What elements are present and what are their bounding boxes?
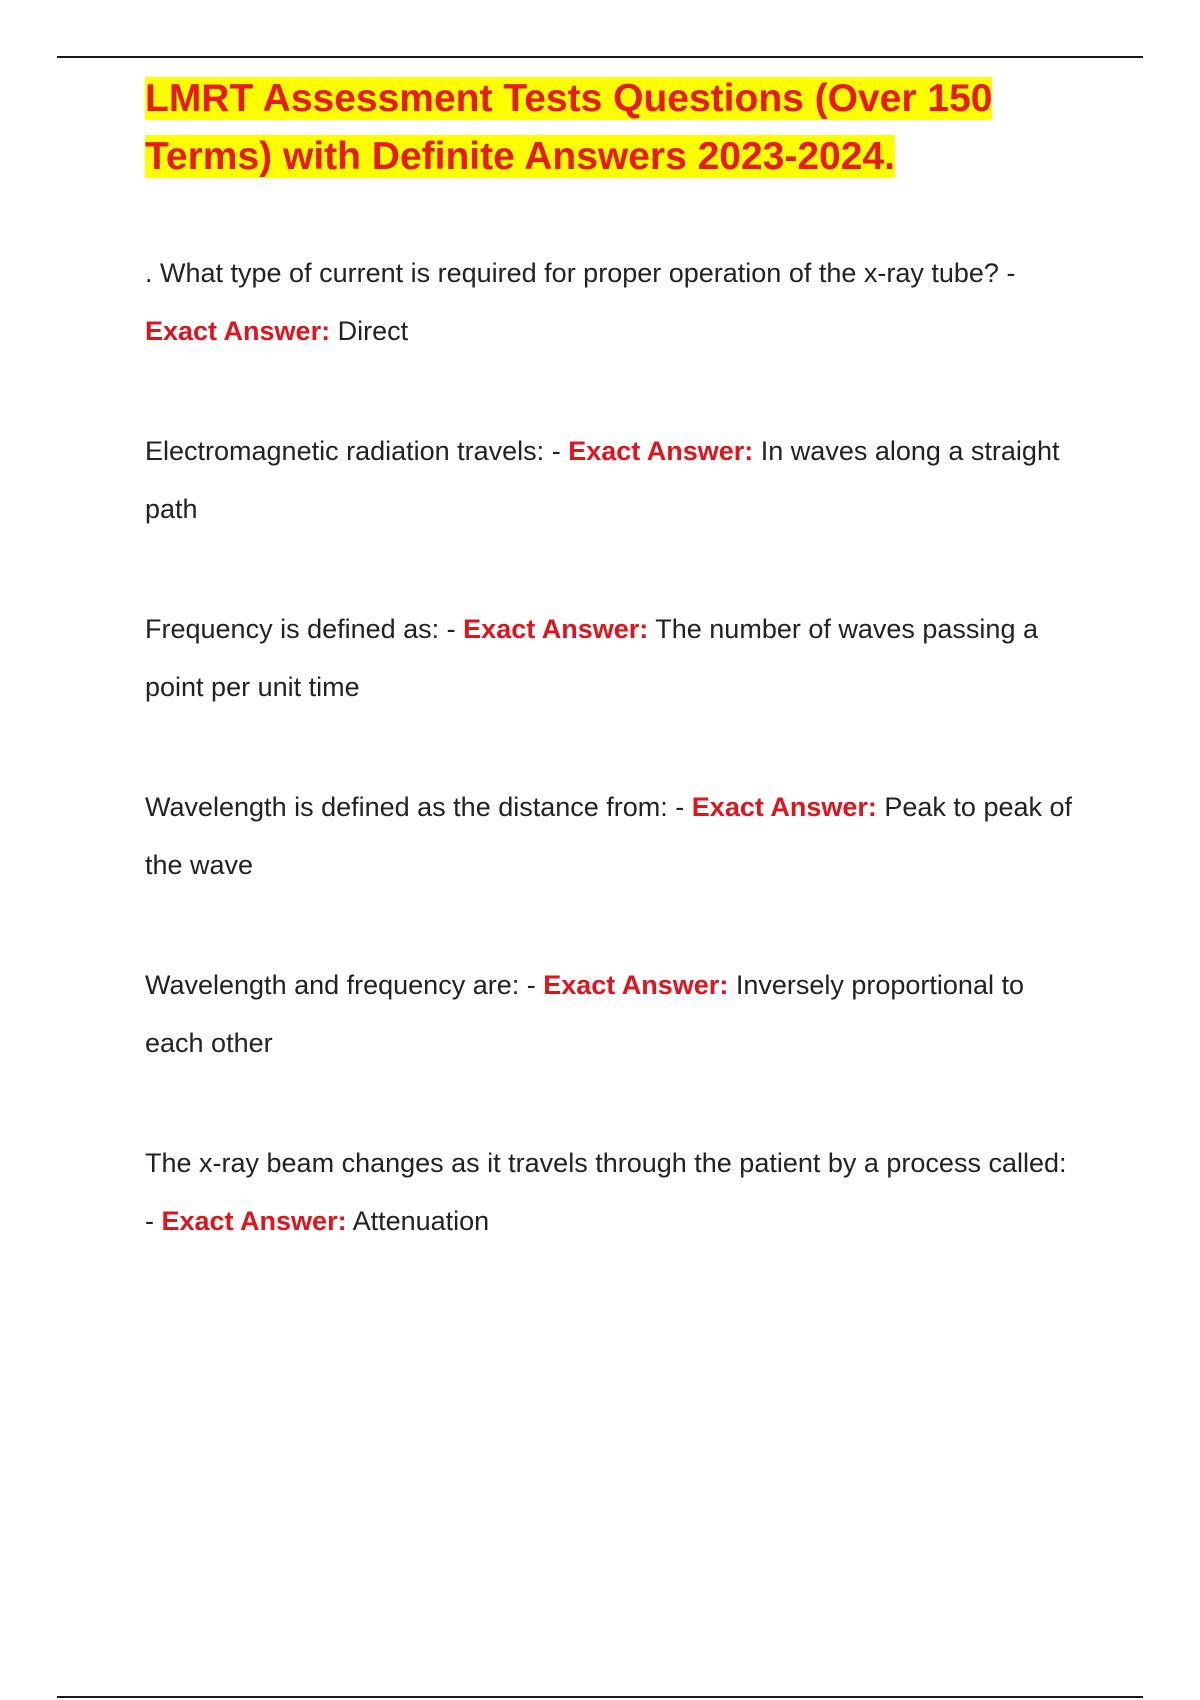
separator: - (519, 970, 544, 1000)
answer-text: Peak to peak of the wave (145, 792, 1073, 880)
answer-text: Attenuation (352, 1206, 490, 1236)
separator: - (667, 792, 692, 822)
answer-label: Exact Answer: (568, 436, 754, 466)
answer-label: Exact Answer: (543, 970, 729, 1000)
qa-item (145, 244, 1075, 360)
answer-text: In waves along a straight path (145, 436, 1060, 524)
answer-text: Direct (337, 316, 409, 346)
qa-item (145, 1134, 1075, 1250)
qa-item (145, 600, 1075, 716)
question-text: Electromagnetic radiation travels: (145, 436, 545, 466)
top-rule (57, 56, 1143, 58)
qa-item (145, 422, 1075, 538)
question-text: Wavelength is defined as the distance from: (145, 792, 668, 822)
answer-text: The number of waves passing a point per unit time (145, 614, 1038, 702)
qa-item (145, 956, 1075, 1072)
separator: - (544, 436, 569, 466)
question-text: The x-ray beam changes as it travels through the patient by a process called: (145, 1148, 1067, 1178)
qa-list (145, 244, 1075, 1250)
answer-label: Exact Answer: (161, 1206, 347, 1236)
answer-label: Exact Answer: (145, 316, 331, 346)
answer-label: Exact Answer: (691, 792, 877, 822)
bottom-rule (57, 1696, 1143, 1698)
separator: - (998, 258, 1016, 288)
answer-label: Exact Answer: (463, 614, 649, 644)
qa-item (145, 778, 1075, 894)
separator: - (439, 614, 464, 644)
answer-text: Inversely proportional to each other (145, 970, 1024, 1058)
question-text: Frequency is defined as: (145, 614, 440, 644)
question-text: . What type of current is required for proper operation of the x-ray tube? (145, 258, 999, 288)
question-text: Wavelength and frequency are: (145, 970, 520, 1000)
document-title (145, 70, 1075, 186)
document-title-text: LMRT Assessment Tests Questions (Over 150 Terms) with Definite Answers 2023-2024. (145, 77, 993, 178)
separator: - (145, 1206, 162, 1236)
document-page (145, 70, 1075, 1312)
